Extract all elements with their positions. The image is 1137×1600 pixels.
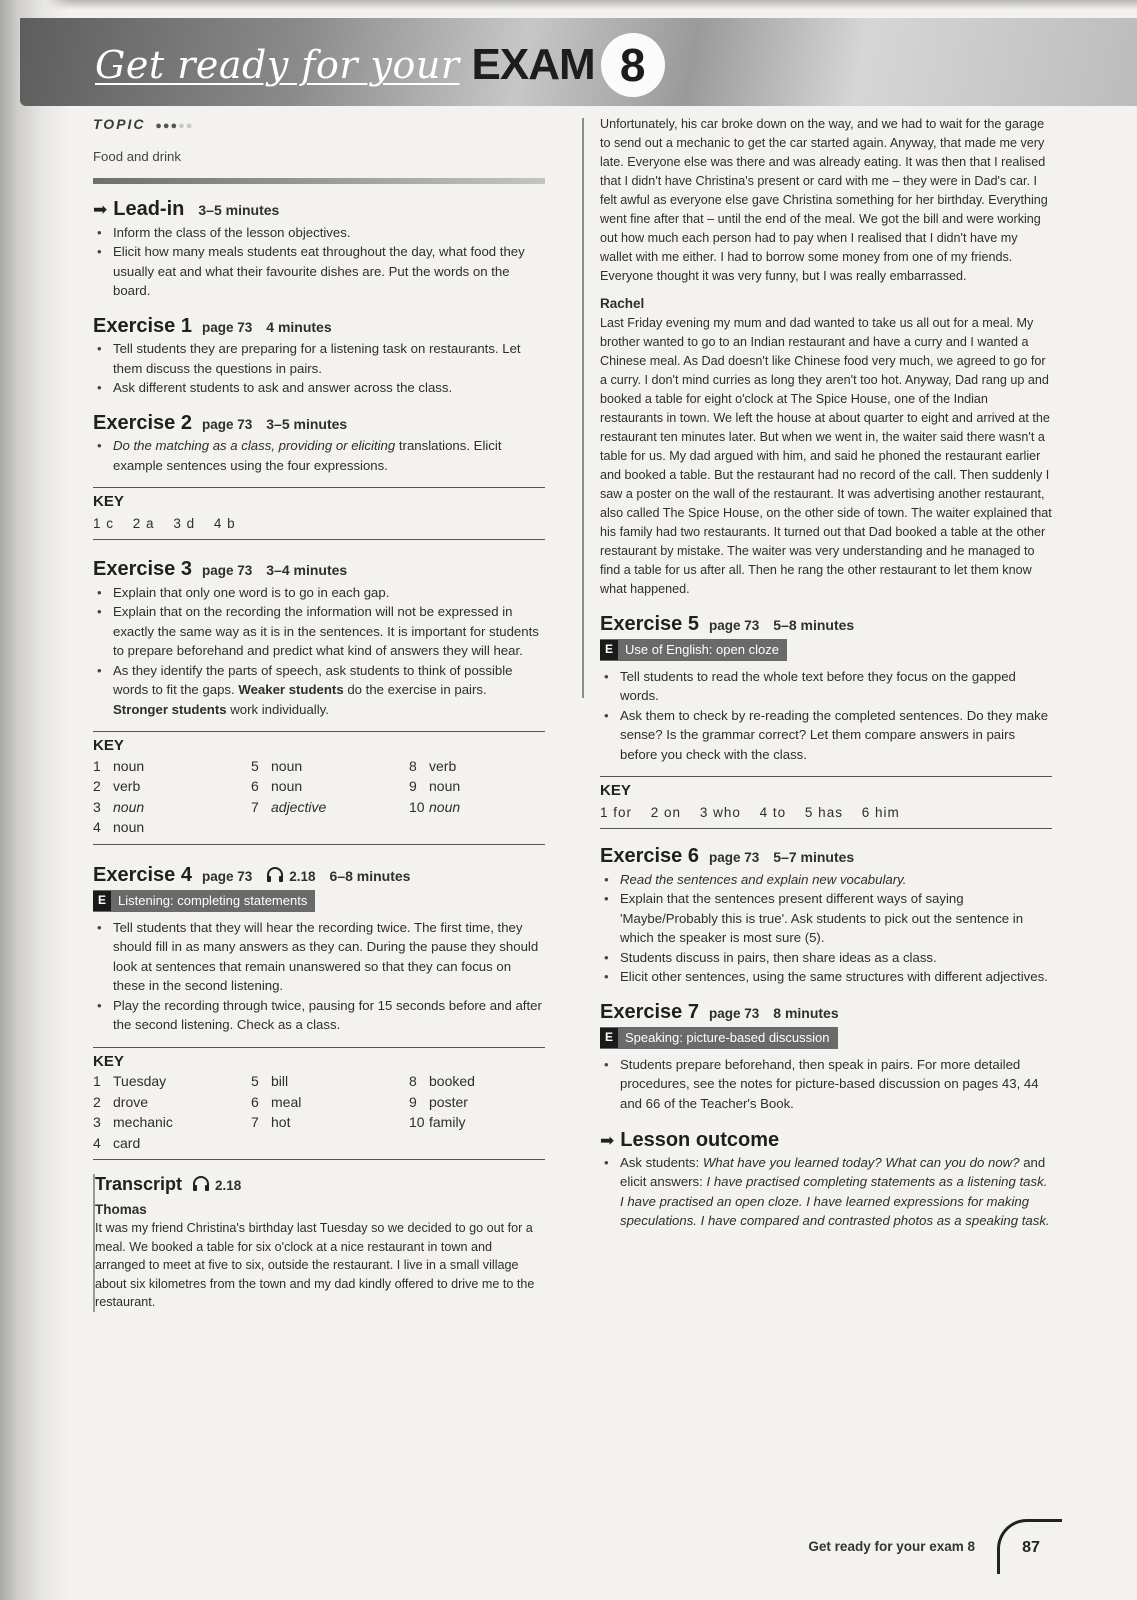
badge-letter: E <box>600 1028 618 1048</box>
key-title: KEY <box>600 782 631 799</box>
left-column <box>93 115 545 1312</box>
bullet-text: do the exercise in pairs. <box>347 682 487 697</box>
page-top-shadow <box>0 0 1137 10</box>
exercise-2-heading <box>93 411 545 435</box>
list-item <box>93 436 545 475</box>
key-answer: 4 b <box>213 515 236 531</box>
key-answer: 4 to <box>759 804 787 820</box>
binding-shadow <box>0 0 70 1600</box>
list-item: • Ask them to check by re-reading the completed sentences. Do they make sense? Is the grammar correct? Let them compare answers in pairs before you check with the class. <box>600 706 1052 765</box>
key-item: 3 noun <box>93 798 145 815</box>
key-item: 10 noun <box>409 798 461 815</box>
list-item: • Students discuss in pairs, then share ideas as a class. <box>600 948 1052 968</box>
exercise-2-list <box>93 436 545 475</box>
audio-track: 2.18 <box>289 868 316 884</box>
arrow-icon: ➡ <box>600 1131 615 1150</box>
page-number: 87 <box>997 1519 1062 1574</box>
exercise-5-key <box>600 776 1052 829</box>
key-item: 2 verb <box>93 778 141 794</box>
key-item: 8 verb <box>409 757 457 774</box>
exercise-page: page 73 <box>201 868 253 884</box>
list-item: • Tell students they are preparing for a listening task on restaurants. Let them discuss the questions in pairs. <box>93 339 545 378</box>
bullet-text: work individually. <box>230 701 329 717</box>
exercise-5-heading <box>600 612 1052 636</box>
bold-text: Stronger students <box>113 701 227 717</box>
exam-skill-badge <box>600 1027 838 1049</box>
transcript-paragraph: Last Friday evening my mum and dad wanted to take us all out for a meal. My brother wanted to go to an Indian restaurant and have a curry and I wanted a Chinese meal. As Dad doesn't like Chinese food very much, we agreed to go for a curry. I don't mind curries as long they aren't too hot. Anyway, Dad rang up and booked a table for eight o'clock at The Spice House, one of the Indian restaurants in town. We left the house at about quarter to eight and arrived at the restaurant ten minutes later. But when we went in, the waiter said there wasn't a table for us. My dad argued with him, and said he phoned the restaurant earlier and booked a table. But the restaurant had no record of the call. Then suddenly I saw a poster on the wall of the restaurant. It was advertising another restaurant, also called The Spice House, on the other side of town. The waiter explained that his family had two restaurants. It turned out that Dad booked a table at the other restaurant by mistake. The waiter was very understanding and he managed to find a table for us after all. Then he rang the other restaurant to let them know what happened. <box>600 315 1052 596</box>
exercise-4-list <box>93 918 545 1035</box>
exercise-page: page 73 <box>201 416 253 432</box>
badge-letter: E <box>600 640 618 660</box>
list-item: • Inform the class of the lesson objectives. <box>93 223 545 243</box>
exercise-2-key <box>93 487 545 540</box>
bullet-text: translations. Elicit example sentences using the four expressions. <box>113 438 502 473</box>
badge-text: Use of English: open cloze <box>625 642 779 657</box>
lead-in-time: 3–5 minutes <box>198 202 280 218</box>
exercise-5-list <box>600 667 1052 765</box>
key-item: 6 noun <box>251 778 303 794</box>
lead-in-list <box>93 223 545 301</box>
headphones-icon <box>266 867 284 883</box>
exercise-3-list <box>93 583 545 720</box>
exercise-time: 6–8 minutes <box>329 867 411 884</box>
key-item: 7 hot <box>251 1114 291 1130</box>
key-item: 3 mechanic <box>93 1114 173 1130</box>
badge-letter: E <box>93 891 111 911</box>
key-title: KEY <box>93 737 124 754</box>
bold-text: Weaker students <box>238 682 344 697</box>
exercise-7-heading <box>600 1000 1052 1024</box>
key-answer: 5 has <box>804 804 843 820</box>
topic-level-dots: ●●●●● <box>155 120 194 132</box>
key-item: 9 noun <box>409 778 461 794</box>
key-answer: 3 who <box>699 804 741 820</box>
lesson-outcome-title: Lesson outcome <box>620 1129 780 1151</box>
key-item: 2 drove <box>93 1093 149 1110</box>
key-answer: 2 a <box>132 515 155 531</box>
exercise-time: 3–5 minutes <box>266 415 348 432</box>
exercise-page: page 73 <box>201 319 253 335</box>
exercise-title: Exercise 6 <box>600 845 699 867</box>
key-item: 4 card <box>93 1134 141 1151</box>
page-title <box>95 35 665 95</box>
footer-title: Get ready for your exam 8 <box>808 1539 975 1554</box>
key-answer: 3 d <box>173 515 196 531</box>
title-script: Get ready for your <box>95 43 460 87</box>
key-item: 9 poster <box>409 1093 468 1110</box>
key-item: 5 noun <box>251 757 303 774</box>
column-divider <box>582 118 584 698</box>
key-answers <box>600 803 1052 823</box>
key-answer: 1 c <box>93 515 115 531</box>
exercise-4-heading <box>93 865 545 887</box>
topic-text: Food and drink <box>93 148 181 164</box>
key-answer: 6 him <box>861 804 900 820</box>
list-item: • Explain that on the recording the information will not be expressed in exactly the same way as it is in the sentences. It is important for students to prepare beforehand and predict what kind of answers they will hear. <box>93 602 545 661</box>
transcript-paragraph: It was my friend Christina's birthday last Tuesday so we decided to go out for a meal. We booked a table for six o'clock at a nice restaurant in town and arranged to meet at five to six, outside the restaurant. I live in a small village about six kilometres from the town and my dad kindly offered to drive me to the restaurant. <box>95 1221 535 1309</box>
lesson-outcome-heading <box>600 1131 1052 1151</box>
exercise-4-key <box>93 1047 545 1161</box>
exercise-title: Exercise 3 <box>93 558 192 580</box>
list-item: • Elicit other sentences, using the same structures with different adjectives. <box>600 967 1052 987</box>
exercise-page: page 73 <box>708 850 760 865</box>
speaker-name: Thomas <box>95 1201 147 1217</box>
list-item: • Explain that only one word is to go in each gap. <box>93 583 545 603</box>
list-item: • Students prepare beforehand, then speak in pairs. For more detailed procedures, see the notes for picture-based discussion on pages 43, 44 and 66 of the Teacher's Book. <box>600 1055 1052 1114</box>
key-item: 10 family <box>409 1114 466 1130</box>
lead-in-heading <box>93 200 545 221</box>
key-item: 8 booked <box>409 1073 475 1089</box>
list-item: • Explain that the sentences present different ways of saying 'Maybe/Probably this is true'. Ask students to pick out the sentence in which the speaker is most sure (5). <box>600 889 1052 948</box>
speaker-name: Rachel <box>600 296 645 311</box>
exercise-6-heading <box>600 847 1052 868</box>
list-item: • Tell students to read the whole text before they focus on the gapped words. <box>600 667 1052 706</box>
arrow-icon: ➡ <box>93 200 108 219</box>
exercise-time: 4 minutes <box>266 318 332 335</box>
list-item <box>93 661 545 720</box>
key-answer: 2 on <box>650 804 682 820</box>
exercise-page: page 73 <box>708 1005 760 1021</box>
list-item: • Read the sentences and explain new vocabulary. <box>600 870 1052 890</box>
lead-in-title: Lead-in <box>113 198 185 220</box>
key-grid <box>93 756 545 838</box>
exam-skill-badge <box>600 639 787 661</box>
list-item: • Play the recording through twice, pausing for 15 seconds before and after the second listening. Check as a class. <box>93 996 545 1035</box>
exercise-6-list <box>600 870 1052 987</box>
exercise-title: Exercise 4 <box>93 863 192 886</box>
exercise-7-list <box>600 1055 1052 1114</box>
exercise-1-list <box>93 339 545 398</box>
transcript-block <box>93 1174 545 1312</box>
exercise-time: 8 minutes <box>773 1004 839 1021</box>
key-item: 6 meal <box>251 1093 302 1110</box>
right-column <box>600 115 1052 1231</box>
list-item: • Ask different students to ask and answer across the class. <box>93 378 545 398</box>
key-item: 5 bill <box>251 1073 289 1089</box>
bullet-text: As they identify the parts of speech, ask students to think of possible words to fit the gaps. <box>113 662 513 697</box>
exercise-page: page 73 <box>201 563 253 578</box>
list-item: • Elicit how many meals students eat throughout the day, what food they usually eat and what their favourite dishes are. Put the words on the board. <box>93 242 545 301</box>
key-answer: 1 for <box>600 804 633 820</box>
key-title: KEY <box>93 493 124 510</box>
page-footer <box>808 1519 1062 1574</box>
transcript-title: Transcript <box>95 1174 183 1194</box>
key-item: 7 adjective <box>251 798 327 815</box>
exercise-1-heading <box>93 314 545 338</box>
transcript-paragraph: Unfortunately, his car broke down on the way, and we had to wait for the garage to send out a mechanic to get the car started again. Anyway, that made me very late. Everyone else was there and was already eating. It was then that I realised that I didn't have Christina's present or card with me – they were in Dad's car. I felt awful as everyone else gave Christina something for her birthday. Everything went fine after that – until the end of the meal. We got the bill and were working out how much each person had to pay when I realised that I didn't have my wallet with me either. I had to borrow some money from one of my friends. Everyone thought it was very funny, but I was really embarrassed. <box>600 117 1048 283</box>
key-title: KEY <box>93 1052 124 1070</box>
exercise-time: 3–4 minutes <box>266 562 348 578</box>
topic-label: TOPIC <box>93 116 146 132</box>
exercise-3-key <box>93 731 545 845</box>
exercise-time: 5–7 minutes <box>773 849 855 865</box>
key-grid <box>93 1071 545 1153</box>
exercise-title: Exercise 1 <box>93 314 192 337</box>
transcript-heading <box>95 1174 545 1196</box>
audio-track: 2.18 <box>215 1178 242 1193</box>
exercise-title: Exercise 2 <box>93 411 192 434</box>
badge-text: Listening: completing statements <box>118 893 308 908</box>
exercise-time: 5–8 minutes <box>773 616 855 633</box>
italic-text: Do the matching as a class, providing or eliciting <box>113 438 396 453</box>
key-item: 4 noun <box>93 819 145 835</box>
exercise-title: Exercise 7 <box>600 1000 699 1023</box>
title-exam-word: EXAM <box>471 40 595 89</box>
badge-text: Speaking: picture-based discussion <box>625 1030 830 1045</box>
key-item: 1 Tuesday <box>93 1073 167 1089</box>
topic-divider-bar <box>93 178 545 184</box>
topic-block <box>93 115 545 184</box>
lesson-outcome-list <box>600 1153 1052 1231</box>
exercise-page: page 73 <box>708 617 760 633</box>
headphones-icon <box>192 1176 210 1192</box>
list-item: • Tell students that they will hear the recording twice. The first time, they should fill in as many answers as they can. During the pause they should look at sentences that remain unanswered so that they can focus on these in the second listening. <box>93 918 545 996</box>
exercise-title: Exercise 5 <box>600 612 699 635</box>
exam-skill-badge <box>93 890 315 912</box>
key-answers <box>93 514 545 534</box>
key-item: 1 noun <box>93 757 145 774</box>
title-number-badge: 8 <box>601 33 665 97</box>
exercise-3-heading <box>93 560 545 581</box>
list-item: • Ask students: What have you learned today? What can you do now? and elicit answers: I have practised completing statements as a listening task. I have practised an open cloze. I have learned expressions for making speculations. I have compared and contrasted photos as a speaking task. <box>600 1153 1052 1231</box>
